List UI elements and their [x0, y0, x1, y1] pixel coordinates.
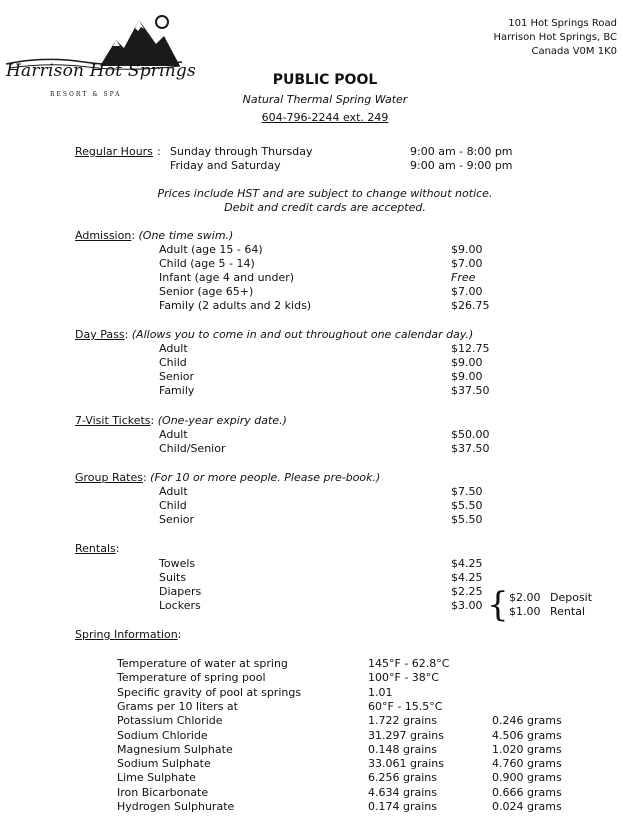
price: $7.00 — [451, 257, 483, 270]
logo-name: Harrison Hot Springs — [6, 61, 196, 81]
price: $7.50 — [451, 485, 483, 498]
price: $37.50 — [451, 442, 490, 455]
table-row-label: Iron Bicarbonate — [117, 786, 209, 799]
list-item: Diapers — [159, 585, 202, 598]
hours-heading: Regular Hours — [75, 145, 153, 158]
list-item: Child — [159, 356, 187, 369]
table-row-label: Temperature of spring pool — [117, 671, 266, 684]
rentals-heading: Rentals: — [75, 542, 120, 555]
price: $50.00 — [451, 428, 490, 441]
table-row-label: Temperature of water at spring — [117, 657, 288, 670]
list-item: Towels — [159, 557, 196, 570]
table-cell: 0.174 grains — [368, 800, 437, 813]
table-row-label: Hydrogen Sulphurate — [117, 800, 235, 813]
price: $9.00 — [451, 370, 483, 383]
table-cell: 4.760 grams — [492, 757, 562, 770]
spring-heading: Spring Information: — [75, 628, 182, 641]
table-row-label: Potassium Chloride — [117, 714, 223, 727]
hours-days: Friday and Saturday — [170, 159, 281, 172]
price: $9.00 — [451, 243, 483, 256]
table-row-label: Magnesium Sulphate — [117, 743, 233, 756]
table-cell: 0.148 grains — [368, 743, 437, 756]
group-heading: Group Rates: (For 10 or more people. Please pre-book.) — [75, 471, 381, 484]
price: $5.50 — [451, 499, 483, 512]
daypass-heading: Day Pass: (Allows you to come in and out throughout one calendar day.) — [75, 328, 474, 341]
logo-tagline: RESORT & SPA — [50, 91, 122, 98]
table-cell: 6.256 grains — [368, 771, 437, 784]
price: $4.25 — [451, 571, 483, 584]
list-item: Child/Senior — [159, 442, 226, 455]
admission-heading: Admission: (One time swim.) — [75, 229, 234, 242]
price: $7.00 — [451, 285, 483, 298]
daypass-note: (Allows you to come in and out throughout one calendar day.) — [131, 328, 474, 341]
list-item: Senior (age 65+) — [159, 285, 254, 298]
table-row-label: Lime Sulphate — [117, 771, 196, 784]
admission-note: (One time swim.) — [138, 229, 234, 242]
list-item: Family (2 adults and 2 kids) — [159, 299, 312, 312]
list-item: Lockers — [159, 599, 201, 612]
locker-deposit-label: Deposit — [550, 591, 593, 604]
table-cell: 0.900 grams — [492, 771, 562, 784]
hours-time: 9:00 am - 9:00 pm — [410, 159, 513, 172]
price: Free — [451, 271, 476, 284]
address-line-1: 101 Hot Springs Road — [508, 18, 617, 29]
locker-rental-amount: $1.00 — [509, 605, 541, 618]
address-line-2: Harrison Hot Springs, BC — [493, 32, 617, 43]
address-line-3: Canada V0M 1K0 — [531, 46, 617, 57]
payment-notice: Debit and credit cards are accepted. — [224, 201, 426, 214]
price: $3.00 — [451, 599, 483, 612]
price: $9.00 — [451, 356, 483, 369]
list-item: Infant (age 4 and under) — [159, 271, 295, 284]
list-item: Suits — [159, 571, 187, 584]
hours-days: Sunday through Thursday — [170, 145, 313, 158]
phone-number: 604-796-2244 ext. 249 — [261, 111, 389, 124]
tickets-heading: 7-Visit Tickets: (One-year expiry date.) — [75, 414, 287, 427]
list-item: Child (age 5 - 14) — [159, 257, 255, 270]
hours-time: 9:00 am - 8:00 pm — [410, 145, 513, 158]
price: $2.25 — [451, 585, 483, 598]
list-item: Adult (age 15 - 64) — [159, 243, 263, 256]
sun-icon — [156, 16, 168, 28]
price: $4.25 — [451, 557, 483, 570]
table-cell: 0.024 grams — [492, 800, 562, 813]
price: $26.75 — [451, 299, 490, 312]
table-cell: 60°F - 15.5°C — [368, 700, 443, 713]
price: $37.50 — [451, 384, 490, 397]
table-cell: 0.246 grams — [492, 714, 562, 727]
list-item: Child — [159, 499, 187, 512]
price-notice: Prices include HST and are subject to change without notice. — [157, 187, 493, 200]
list-item: Adult — [159, 428, 188, 441]
page-title: PUBLIC POOL — [272, 72, 378, 88]
brace-icon: { — [487, 585, 509, 625]
table-cell: 0.666 grams — [492, 786, 562, 799]
list-item: Senior — [159, 370, 195, 383]
table-cell: 1.020 grams — [492, 743, 562, 756]
list-item: Adult — [159, 342, 188, 355]
page-subtitle: Natural Thermal Spring Water — [242, 93, 408, 106]
table-row-label: Specific gravity of pool at springs — [117, 686, 302, 699]
group-note: (For 10 or more people. Please pre-book.) — [150, 471, 381, 484]
locker-rental-label: Rental — [550, 605, 585, 618]
tickets-note: (One-year expiry date.) — [157, 414, 287, 427]
table-row-label: Grams per 10 liters at — [117, 700, 238, 713]
price: $5.50 — [451, 513, 483, 526]
price: $12.75 — [451, 342, 490, 355]
locker-deposit-amount: $2.00 — [509, 591, 541, 604]
table-cell: 145°F - 62.8°C — [368, 657, 450, 670]
table-cell: 33.061 grains — [368, 757, 444, 770]
table-cell: 31.297 grains — [368, 729, 444, 742]
table-row-label: Sodium Sulphate — [117, 757, 211, 770]
table-cell: 1.01 — [368, 686, 393, 699]
table-row-label: Sodium Chloride — [117, 729, 208, 742]
table-cell: 4.634 grains — [368, 786, 437, 799]
list-item: Senior — [159, 513, 195, 526]
list-item: Family — [159, 384, 195, 397]
list-item: Adult — [159, 485, 188, 498]
table-cell: 4.506 grams — [492, 729, 562, 742]
table-cell: 100°F - 38°C — [368, 671, 439, 684]
table-cell: 1.722 grains — [368, 714, 437, 727]
